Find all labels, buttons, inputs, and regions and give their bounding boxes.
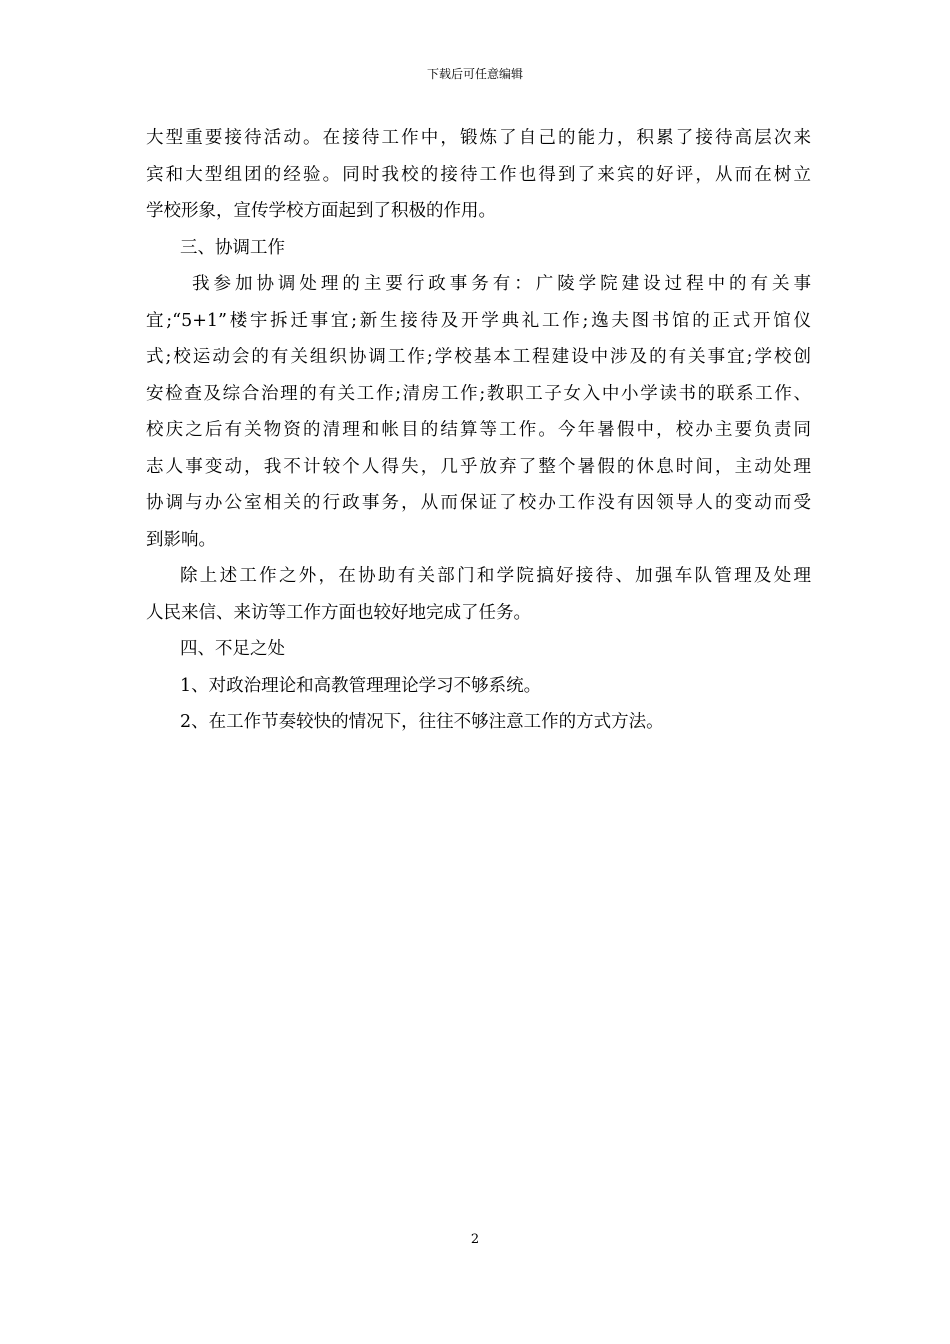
text-line: 宾和大型组团的经验。同时我校的接待工作也得到了来宾的好评，从而在树立: [146, 164, 811, 185]
page-header: 下载后可任意编辑: [426, 67, 523, 81]
document-body: [146, 120, 811, 741]
page-number: 2: [470, 1232, 480, 1247]
list-item: 2、在工作节奏较快的情况下，往往不够注意工作的方式方法。: [180, 712, 664, 732]
text-line: 协调与办公室相关的行政事务，从而保证了校办工作没有因领导人的变动而受: [146, 493, 811, 513]
list-item: 1、对政治理论和高教管理理论学习不够系统。: [180, 675, 542, 696]
text-line: 式;校运动会的有关组织协调工作;学校基本工程建设中涉及的有关事宜;学校创: [146, 347, 811, 367]
text-line: 我参加协调处理的主要行政事务有：广陵学院建设过程中的有关事: [192, 274, 811, 294]
text-line: 到影响。: [146, 529, 216, 550]
section-heading-coordination: 三、协调工作: [180, 237, 285, 258]
text-line: 人民来信、来访等工作方面也较好地完成了任务。: [146, 602, 531, 623]
text-line: 学校形象，宣传学校方面起到了积极的作用。: [146, 201, 496, 221]
text-line: 志人事变动，我不计较个人得失，几乎放弃了整个暑假的休息时间，主动处理: [146, 456, 811, 477]
text-line: 大型重要接待活动。在接待工作中，锻炼了自己的能力，积累了接待高层次来: [146, 128, 811, 148]
text-line: 安检查及综合治理的有关工作;清房工作;教职工子女入中小学读书的联系工作、: [146, 383, 811, 404]
text-line: 校庆之后有关物资的清理和帐目的结算等工作。今年暑假中，校办主要负责同: [146, 420, 811, 440]
text-line: 宜;“5+1”楼宇拆迁事宜;新生接待及开学典礼工作;逸夫图书馆的正式开馆仪: [146, 310, 811, 331]
section-heading-shortcomings: 四、不足之处: [180, 639, 285, 659]
text-line: 除上述工作之外，在协助有关部门和学院搞好接待、加强车队管理及处理: [180, 566, 811, 586]
